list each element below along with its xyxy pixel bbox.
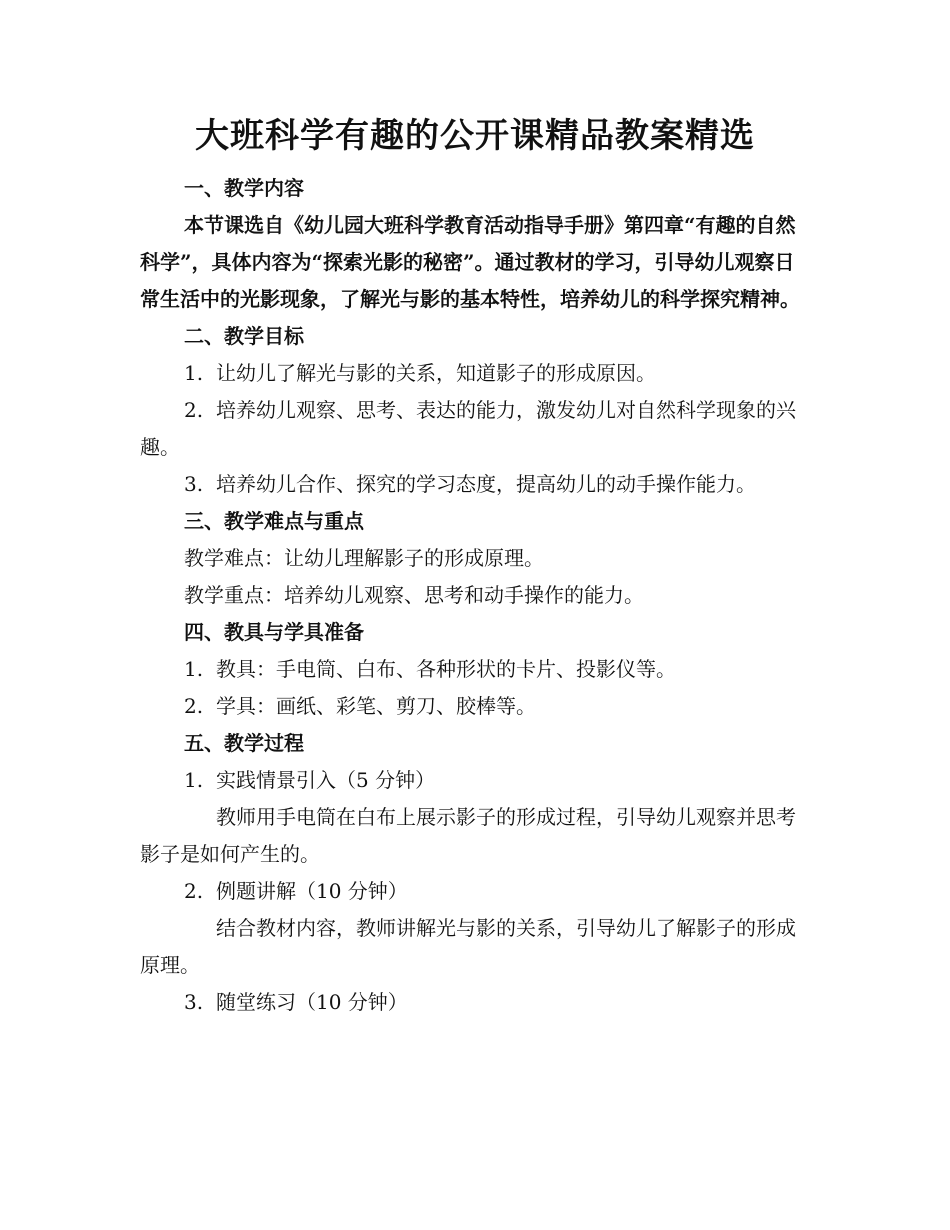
section-heading-teaching-aids: 四、教具与学具准备 [184,620,364,644]
process-step-number: 2. [184,879,204,903]
process-step-title [140,984,810,1021]
goal-item-number: 2. [184,398,204,422]
process-step-title [140,873,810,910]
goal-item-text: 培养幼儿观察、思考、表达的能力，激发幼儿对自然科学现象的兴趣。 [140,398,796,459]
section-heading-teaching-goals: 二、教学目标 [184,324,304,348]
aid-item-text: 教具：手电筒、白布、各种形状的卡片、投影仪等。 [216,657,676,681]
aid-item [140,688,810,725]
process-step-number: 1. [184,768,204,792]
goal-item-number: 3. [184,472,204,496]
document-title: 大班科学有趣的公开课精品教案精选 [195,116,755,156]
teaching-difficulty: 教学难点：让幼儿理解影子的形成原理。 [184,546,544,570]
goal-item [140,466,810,503]
aid-item-number: 2. [184,694,204,718]
process-step-text: 实践情景引入（5 分钟） [216,768,436,792]
teaching-content-paragraph: 本节课选自《幼儿园大班科学教育活动指导手册》第四章“有趣的自然科学”，具体内容为“探索光影的秘密”。通过教材的学习，引导幼儿观察日常生活中的光影现象，了解光与影的基本特性，培养幼儿的科学探究精神。 [140,213,800,311]
section-heading-difficulty-and-key: 三、教学难点与重点 [184,509,364,533]
goal-item-number: 1. [184,361,204,385]
section-heading-teaching-content: 一、教学内容 [184,176,304,200]
process-step-description: 教师用手电筒在白布上展示影子的形成过程，引导幼儿观察并思考影子是如何产生的。 [140,805,796,866]
goal-item [140,392,810,466]
process-step-title [140,762,810,799]
document-content [140,108,810,1021]
goal-item-text: 让幼儿了解光与影的关系，知道影子的形成原因。 [216,361,656,385]
process-step-number: 3. [184,990,204,1014]
process-step-description: 结合教材内容，教师讲解光与影的关系，引导幼儿了解影子的形成原理。 [140,916,796,977]
goal-item [140,355,810,392]
goal-item-text: 培养幼儿合作、探究的学习态度，提高幼儿的动手操作能力。 [216,472,756,496]
aid-item [140,651,810,688]
section-heading-teaching-process: 五、教学过程 [184,731,304,755]
aid-item-number: 1. [184,657,204,681]
process-step-text: 随堂练习（10 分钟） [216,990,408,1014]
teaching-key-point: 教学重点：培养幼儿观察、思考和动手操作的能力。 [184,583,644,607]
process-step-text: 例题讲解（10 分钟） [216,879,408,903]
aid-item-text: 学具：画纸、彩笔、剪刀、胶棒等。 [216,694,536,718]
